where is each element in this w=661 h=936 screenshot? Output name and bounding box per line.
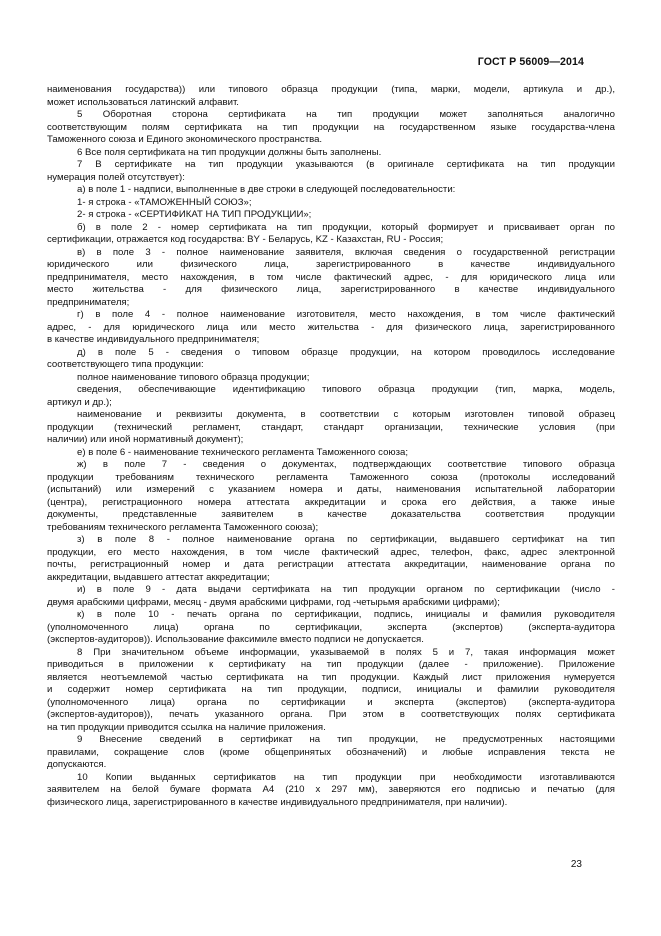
- paragraph-line: физического лица, зарегистрированного в качестве индивидуального предпринимателя, при наличии).: [47, 796, 508, 808]
- paragraph: [47, 772, 615, 810]
- paragraph-line: адрес, - для юридического лица или место жительства - для физического лица, зарегистрированного: [47, 321, 615, 333]
- paragraph-line: правилами, сокращение слов (кроме общепринятых обозначений) и любые исправления текста не: [47, 746, 615, 758]
- paragraph: [47, 609, 615, 647]
- paragraph: [47, 109, 615, 147]
- paragraph-line: двумя арабскими цифрами, месяц - двумя арабскими цифрами, год -четырьмя арабскими цифрами);: [47, 596, 500, 608]
- paragraph-line: 1- я строка - «ТАМОЖЕННЫЙ СОЮЗ»;: [77, 196, 252, 208]
- paragraph-line: документы, представленные заявителем в качестве доказательства соответствия продукции: [47, 509, 615, 520]
- paragraph-line: д) в поле 5 - сведения о типовом образце продукции, на котором проводилось исследование: [77, 346, 615, 358]
- paragraph: [47, 647, 615, 735]
- paragraph-line: наименования государства)) или типового образца продукции (типа, марки, модели, артикула и др.),: [47, 84, 615, 95]
- paragraph-line: и) в поле 9 - дата выдачи сертификата на тип продукции органом по сертификации (число -: [77, 584, 615, 595]
- paragraph-line: продукции, его место нахождения, в том числе фактический адрес, телефон, факс, адрес электронной: [47, 546, 615, 558]
- paragraph-line: (центра), регистрационного номера аттестата аккредитации и срока его действия, а также иные: [47, 496, 615, 508]
- paragraph: [47, 197, 615, 210]
- paragraph-line: з) в поле 8 - полное наименование органа по сертификации, выдавшего сертификат на тип: [77, 534, 615, 545]
- paragraph-line: в) в поле 3 - полное наименование заявителя, включая сведения о государственной регистрации: [77, 246, 615, 258]
- paragraph-line: может использоваться латинский алфавит.: [47, 96, 239, 108]
- paragraph: [47, 459, 615, 534]
- paragraph-line: предпринимателя, место нахождения, в том числе фактический адрес, - для юридического лица или: [47, 271, 615, 283]
- paragraph: [47, 534, 615, 584]
- paragraph-line: 9 Внесение сведений в сертификат на тип продукции, не предусмотренных настоящими: [77, 734, 615, 745]
- paragraph: [47, 447, 615, 460]
- paragraph-line: полное наименование типового образца продукции;: [77, 371, 310, 383]
- paragraph: [47, 584, 615, 609]
- paragraph-line: продукции (технический регламент, стандарт, стандарт организации, технические условия (при: [47, 421, 615, 433]
- paragraph: [47, 84, 615, 109]
- paragraph: [47, 347, 615, 372]
- paragraph: [47, 734, 615, 772]
- paragraph-line: к) в поле 10 - печать органа по сертификации, подпись, инициалы и фамилия руководителя: [77, 609, 615, 620]
- paragraph-line: (экспертов-аудиторов)), печать указанного органа. При этом в соответствующих полях сертификата: [47, 709, 615, 720]
- paragraph-line: требованиям технического регламента Таможенного союза);: [47, 521, 319, 533]
- paragraph-line: наличии) или иной нормативный документ);: [47, 434, 244, 445]
- paragraph-line: 8 При значительном объеме информации, указываемой в полях 5 и 7, такая информация может: [77, 646, 615, 658]
- paragraph-line: соответствующего типа продукции:: [47, 359, 204, 370]
- paragraph-line: является неотъемлемой частью сертификата на тип продукции. Каждый лист приложения нумеруется: [47, 671, 615, 683]
- paragraph: [47, 409, 615, 447]
- paragraph-line: почты, регистрационный номер и дата регистрации аттестата аккредитации, наименование органа по: [47, 559, 615, 570]
- paragraph-line: 5 Оборотная сторона сертификата на тип продукции может заполняться аналогично: [77, 109, 615, 120]
- paragraph: [47, 209, 615, 222]
- paragraph-line: соответствующим полям сертификата на тип продукции на государственном языке государства-члена: [47, 121, 615, 133]
- paragraph-line: Таможенного союза и Единого экономического пространства.: [47, 134, 323, 145]
- paragraph-line: аккредитации, выдавшего аттестат аккредитации;: [47, 571, 270, 583]
- paragraph-line: и содержит номер сертификата на тип продукции, подписи, инициалы и фамилии руководителя: [47, 684, 615, 695]
- paragraph-line: нумерация полей отсутствует):: [47, 171, 185, 183]
- paragraph-line: (испытаний) или измерений с указанием номера и даты, наименования испытательной лаборатории: [47, 484, 615, 495]
- paragraph: [47, 184, 615, 197]
- paragraph-line: сведения, обеспечивающие идентификацию типового образца продукции (тип, марка, модель,: [77, 384, 615, 395]
- paragraph: [47, 147, 615, 160]
- paragraph: [47, 222, 615, 247]
- paragraph-line: допускаются.: [47, 759, 107, 770]
- paragraph-line: юридического или физического лица, зарегистрированного в качестве индивидуального: [47, 259, 615, 270]
- paragraph-line: артикул и др.);: [47, 396, 112, 408]
- paragraph-line: г) в поле 4 - полное наименование изготовителя, место нахождения, в том числе фактический: [77, 309, 615, 320]
- paragraph-line: заявителем на белой бумаге формата А4 (210 х 297 мм), заверяются его подписью и печатью (для: [47, 784, 615, 795]
- paragraph-line: приводиться в приложении к сертификату на тип продукции (далее - приложение). Приложение: [47, 659, 615, 670]
- paragraph-line: ж) в поле 7 - сведения о документах, подтверждающих соответствие типового образца: [77, 459, 615, 470]
- paragraph-line: сертификации, отражается код государства: BY - Беларусь, KZ - Казахстан, RU - Россия;: [47, 234, 444, 245]
- paragraph-line: (уполномоченного лица) органа по сертификации, эксперта (экспертов) (эксперта-аудитора: [47, 621, 615, 633]
- paragraph-line: продукции требованиям технического регламента Таможенного союза (протоколы исследований: [47, 471, 615, 483]
- paragraph-line: а) в поле 1 - надписи, выполненные в две строки в следующей последовательности:: [77, 184, 456, 195]
- document-header: ГОСТ Р 56009—2014: [477, 56, 584, 68]
- paragraph-line: в качестве индивидуального предпринимателя;: [47, 334, 260, 345]
- paragraph: [47, 384, 615, 409]
- paragraph-line: 7 В сертификате на тип продукции указываются (в оригинале сертификата на тип продукции: [77, 159, 615, 170]
- paragraph: [47, 309, 615, 347]
- paragraph-line: е) в поле 6 - наименование технического регламента Таможенного союза;: [77, 446, 409, 458]
- paragraph-line: 2- я строка - «СЕРТИФИКАТ НА ТИП ПРОДУКЦИИ»;: [77, 209, 312, 220]
- document-body: [47, 84, 615, 809]
- paragraph: [47, 247, 615, 310]
- paragraph-line: (уполномоченного лица) органа по сертификации и эксперта (экспертов) (эксперта-аудитора: [47, 696, 615, 708]
- paragraph-line: на тип продукции приводится ссылка на наличие приложения.: [47, 721, 326, 733]
- paragraph-line: (экспертов-аудиторов)). Использование факсимиле вместо подписи не допускается.: [47, 634, 424, 645]
- paragraph-line: предпринимателя;: [47, 296, 130, 308]
- page-number: 23: [570, 859, 582, 870]
- paragraph-line: наименование и реквизиты документа, в соответствии с которым изготовлен типовой образец: [77, 409, 615, 420]
- paragraph-line: 6 Все поля сертификата на тип продукции должны быть заполнены.: [77, 146, 382, 158]
- paragraph-line: 10 Копии выданных сертификатов на тип продукции при необходимости изготавливаются: [77, 771, 615, 783]
- paragraph-line: б) в поле 2 - номер сертификата на тип продукции, который формирует и присваивает орган по: [77, 221, 615, 233]
- paragraph-line: место жительства - для физического лица, зарегистрированного в качестве индивидуального: [47, 284, 615, 295]
- paragraph: [47, 159, 615, 184]
- paragraph: [47, 372, 615, 385]
